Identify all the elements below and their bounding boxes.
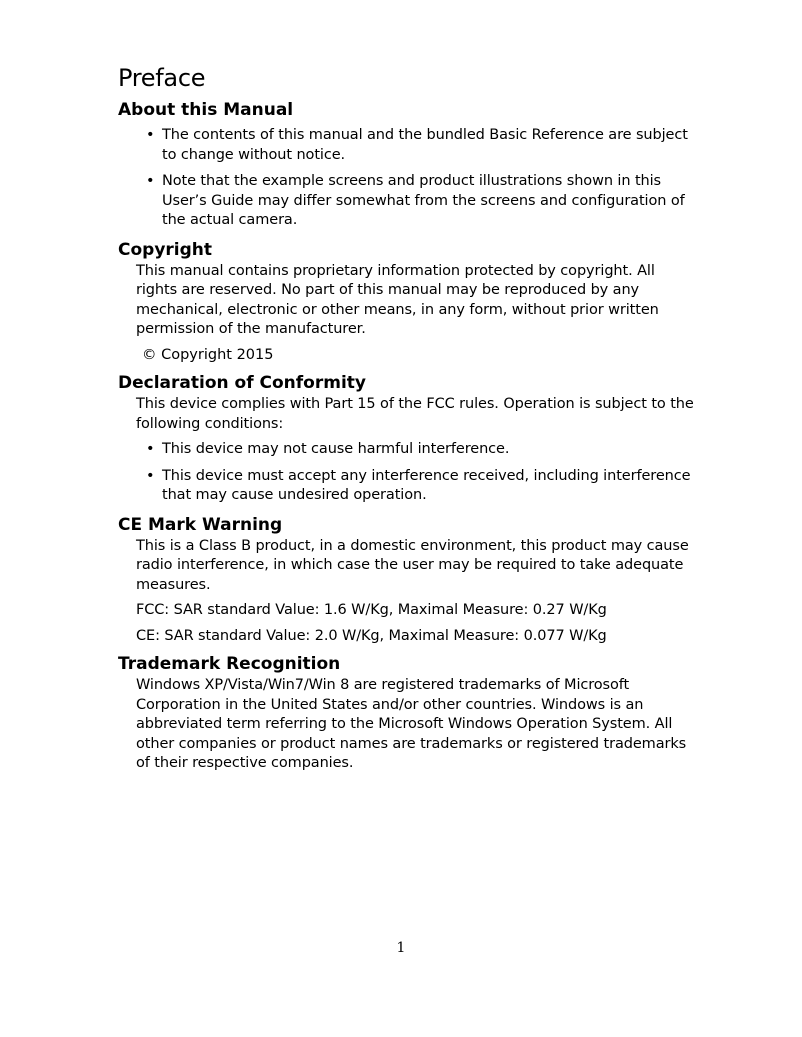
bullet-icon: •	[146, 441, 155, 457]
copyright-heading: Copyright	[118, 239, 213, 260]
trademark-heading: Trademark Recognition	[118, 654, 341, 674]
page-title: Preface	[118, 64, 206, 92]
about-manual-heading: About this Manual	[118, 100, 294, 120]
conformity-heading: Declaration of Conformity	[118, 373, 366, 393]
about-manual-list	[118, 126, 698, 231]
document-page	[118, 62, 698, 780]
list-item	[146, 172, 698, 231]
list-item	[146, 440, 698, 460]
copyright-notice: © Copyright 2015	[142, 346, 274, 363]
ce-warning-heading: CE Mark Warning	[118, 514, 283, 535]
list-item-text: Note that the example screens and product illustrations shown in this User’s Guide may differ somewhat from the screens and configuration of the actual camera.	[162, 173, 685, 228]
bullet-icon: •	[146, 173, 155, 189]
bullet-icon: •	[146, 127, 155, 143]
conformity-list	[118, 440, 698, 506]
list-item-text: This device must accept any interference received, including interference that may cause undesired operation.	[162, 467, 691, 503]
ce-warning-text: This is a Class B product, in a domestic environment, this product may cause radio interference, in which case the user may be required to take adequate measures.	[136, 537, 689, 593]
bullet-icon: •	[146, 467, 155, 484]
ce-sar-value: CE: SAR standard Value: 2.0 W/Kg, Maximal Measure: 0.077 W/Kg	[136, 627, 607, 644]
trademark-text: Windows XP/Vista/Win7/Win 8 are registered trademarks of Microsoft Corporation in the United States and/or other countries. Windows is an abbreviated term referring to the Microsoft Windows Operation System. All other companies or product names are trademarks or registered trademarks of their respective companies.	[136, 677, 687, 771]
page-number: 1	[396, 940, 406, 956]
fcc-sar-value: FCC: SAR standard Value: 1.6 W/Kg, Maximal Measure: 0.27 W/Kg	[136, 602, 607, 618]
list-item-text: The contents of this manual and the bundled Basic Reference are subject to change without notice.	[162, 127, 688, 163]
list-item-text: This device may not cause harmful interference.	[162, 441, 510, 457]
conformity-text: This device complies with Part 15 of the FCC rules. Operation is subject to the following conditions:	[136, 396, 694, 432]
list-item	[146, 467, 698, 506]
list-item	[146, 126, 698, 165]
copyright-text: This manual contains proprietary information protected by copyright. All rights are reserved. No part of this manual may be reproduced by any mechanical, electronic or other means, in any form, without prior written permission of the manufacturer.	[136, 262, 659, 337]
